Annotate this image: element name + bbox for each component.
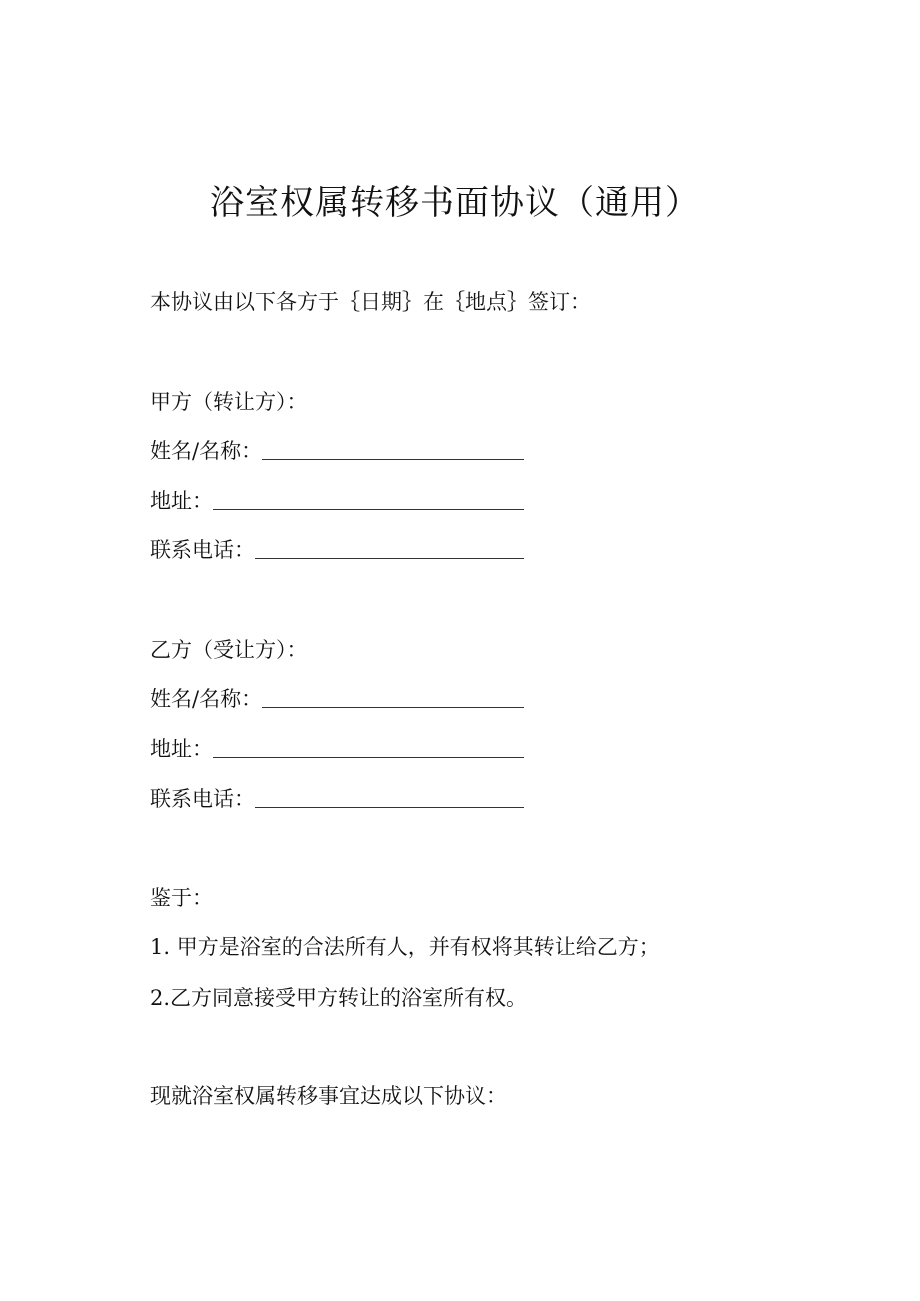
party-a-phone-field[interactable] [150,535,524,565]
party-b-name-label: 姓名/名称： [150,687,263,711]
party-a-phone-blank[interactable] [255,557,524,559]
party-a-address-field[interactable] [150,486,524,516]
agreement-intro: 现就浴室权属转移事宜达成以下协议： [150,1084,507,1108]
party-b-phone-blank[interactable] [255,806,524,808]
party-b-phone-field[interactable] [150,784,524,814]
document-title: 浴室权属转移书面协议（通用） [210,183,700,223]
party-a-address-label: 地址： [150,489,213,513]
party-a-heading: 甲方（转让方）： [150,390,308,414]
party-b-address-blank[interactable] [213,756,524,758]
party-b-name-blank[interactable] [262,706,524,708]
whereas-heading: 鉴于： [150,886,213,910]
party-b-name-field[interactable] [150,684,524,714]
whereas-item-2: 2.乙方同意接受甲方转让的浴室所有权。 [150,986,528,1010]
party-b-address-label: 地址： [150,737,213,761]
party-a-name-blank[interactable] [262,458,524,460]
party-b-address-field[interactable] [150,734,524,764]
intro-paragraph: 本协议由以下各方于｛日期｝在｛地点｝签订： [150,290,591,314]
party-a-phone-label: 联系电话： [150,538,255,562]
party-a-name-field[interactable] [150,436,524,466]
whereas-item-1: 1. 甲方是浴室的合法所有人，并有权将其转让给乙方； [150,935,660,959]
party-a-name-label: 姓名/名称： [150,439,263,463]
party-a-address-blank[interactable] [213,508,524,510]
party-b-heading: 乙方（受让方）： [150,638,308,662]
party-b-phone-label: 联系电话： [150,787,255,811]
